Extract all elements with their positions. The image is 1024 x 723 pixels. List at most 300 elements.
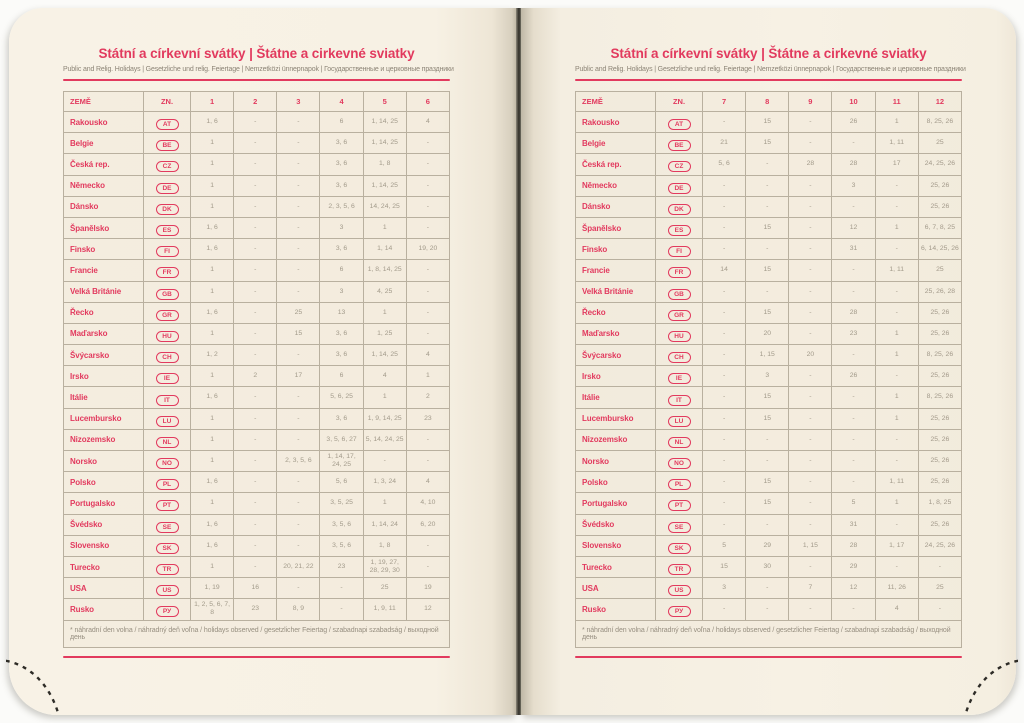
country-name: Itálie [576, 387, 656, 408]
holiday-days-cell: 5, 6, 25 [320, 387, 363, 408]
country-code-badge: GR [668, 310, 691, 321]
holiday-days-cell: - [234, 239, 277, 260]
holiday-days-cell: - [234, 217, 277, 238]
country-name: Dánsko [576, 196, 656, 217]
holiday-days-cell: 2 [234, 366, 277, 387]
country-name: Španělsko [576, 217, 656, 238]
holiday-days-cell: - [277, 472, 320, 493]
country-name: Belgie [64, 133, 144, 154]
country-row [576, 281, 962, 302]
holiday-days-cell: - [363, 451, 406, 472]
country-code-cell [144, 175, 191, 196]
country-code-badge: SE [156, 522, 179, 533]
country-code-badge: CH [668, 352, 691, 363]
country-code-badge: IT [668, 395, 691, 406]
holiday-days-cell: 25, 26 [918, 472, 961, 493]
holiday-days-cell: 6, 7, 8, 25 [918, 217, 961, 238]
holiday-days-cell: 25, 26 [918, 175, 961, 196]
holiday-days-cell: 12 [406, 599, 449, 620]
holiday-days-cell: 1 [191, 260, 234, 281]
country-row [576, 154, 962, 175]
holiday-days-cell: 1 [191, 493, 234, 514]
country-code-cell [656, 154, 703, 175]
holiday-days-cell: 1, 8, 25 [918, 493, 961, 514]
country-code-badge: LU [156, 416, 179, 427]
holiday-days-cell: 1, 8 [363, 154, 406, 175]
holiday-days-cell: 1, 11 [875, 133, 918, 154]
country-code-badge: GB [156, 289, 179, 300]
country-name: USA [576, 578, 656, 599]
holiday-days-cell: - [832, 387, 875, 408]
country-code-cell [144, 112, 191, 133]
country-code-badge: HU [668, 331, 691, 342]
holiday-days-cell: 8, 25, 26 [918, 112, 961, 133]
country-code-cell [144, 281, 191, 302]
country-code-cell [656, 472, 703, 493]
holiday-days-cell: 1, 11 [875, 472, 918, 493]
holiday-days-cell: - [746, 451, 789, 472]
holiday-days-cell: - [277, 260, 320, 281]
country-row [576, 493, 962, 514]
country-row [576, 217, 962, 238]
holiday-days-cell: 1 [191, 323, 234, 344]
country-row [64, 429, 450, 450]
country-row [576, 451, 962, 472]
column-header-month: 3 [277, 92, 320, 112]
country-code-cell [656, 556, 703, 577]
holiday-days-cell: 6, 14, 25, 26 [918, 239, 961, 260]
column-header-month: 6 [406, 92, 449, 112]
holiday-days-cell: 15 [746, 260, 789, 281]
country-row [64, 408, 450, 429]
country-code-cell [144, 154, 191, 175]
holiday-days-cell: 1, 9, 14, 25 [363, 408, 406, 429]
holiday-days-cell: - [703, 175, 746, 196]
column-header-month: 5 [363, 92, 406, 112]
country-code-badge: ES [668, 225, 691, 236]
holiday-days-cell: 28 [832, 302, 875, 323]
holiday-days-cell: - [406, 175, 449, 196]
country-name: Španělsko [64, 217, 144, 238]
holiday-days-cell: 15 [277, 323, 320, 344]
country-code-cell [656, 387, 703, 408]
country-code-badge: DK [156, 204, 179, 215]
holiday-days-cell: - [320, 599, 363, 620]
holiday-days-cell: 15 [703, 556, 746, 577]
holiday-days-cell: 8, 25, 26 [918, 387, 961, 408]
country-code-badge: ES [156, 225, 179, 236]
holiday-days-cell: 3, 5, 6, 27 [320, 429, 363, 450]
country-code-cell [656, 302, 703, 323]
holiday-days-cell: 1 [191, 429, 234, 450]
holiday-days-cell: 1 [191, 154, 234, 175]
holiday-days-cell: - [789, 196, 832, 217]
holiday-days-cell: 20 [746, 323, 789, 344]
left-page-content [63, 46, 454, 658]
country-code-badge: US [156, 585, 179, 596]
holiday-days-cell: 1, 19 [191, 578, 234, 599]
holiday-days-cell: 1 [191, 366, 234, 387]
page-subtitle: Public and Relig. Holidays | Gesetzliche und relig. Feiertage | Nemzetközi ünnepnapok | Государственные и церковные праздники [63, 66, 454, 73]
holiday-days-cell: 3 [746, 366, 789, 387]
country-code-cell [656, 281, 703, 302]
country-row [64, 366, 450, 387]
country-code-badge: US [668, 585, 691, 596]
holiday-days-cell: 20 [789, 345, 832, 366]
holiday-days-cell: 3, 6 [320, 133, 363, 154]
holiday-days-cell: - [703, 323, 746, 344]
holiday-days-cell: 6 [320, 260, 363, 281]
country-code-badge: CZ [156, 161, 179, 172]
country-row [64, 239, 450, 260]
holiday-days-cell: 1, 14 [363, 239, 406, 260]
column-header-country: ZEMĚ [64, 92, 144, 112]
holiday-days-cell: - [406, 323, 449, 344]
country-row [64, 556, 450, 577]
country-code-badge: FI [668, 246, 691, 257]
country-code-badge: PT [156, 500, 179, 511]
holiday-days-cell: 28 [832, 154, 875, 175]
country-name: Norsko [576, 451, 656, 472]
holiday-days-cell: 1 [191, 451, 234, 472]
column-header-month: 2 [234, 92, 277, 112]
holiday-days-cell: 4 [363, 366, 406, 387]
holiday-days-cell: 1, 15 [789, 535, 832, 556]
country-code-badge: PT [668, 500, 691, 511]
holiday-days-cell: 1, 6 [191, 535, 234, 556]
column-header-month: 1 [191, 92, 234, 112]
holiday-days-cell: - [875, 366, 918, 387]
country-row [576, 366, 962, 387]
holiday-days-cell: - [234, 260, 277, 281]
country-name: Norsko [64, 451, 144, 472]
holiday-days-cell: - [832, 281, 875, 302]
holiday-days-cell: 5 [703, 535, 746, 556]
holiday-days-cell: - [746, 196, 789, 217]
country-row [576, 133, 962, 154]
holiday-days-cell: 23 [234, 599, 277, 620]
holiday-days-cell: - [234, 175, 277, 196]
holiday-days-cell: - [875, 239, 918, 260]
holiday-days-cell: 3 [703, 578, 746, 599]
holiday-days-cell: - [789, 281, 832, 302]
diary-right-page [521, 8, 1016, 715]
country-code-badge: BE [156, 140, 179, 151]
country-code-cell [656, 217, 703, 238]
holiday-days-cell: 25, 26 [918, 196, 961, 217]
holiday-days-cell: - [406, 217, 449, 238]
column-header-code: ZN. [656, 92, 703, 112]
country-name: Irsko [64, 366, 144, 387]
holiday-days-cell: - [746, 281, 789, 302]
holiday-days-cell: - [875, 429, 918, 450]
country-row [576, 578, 962, 599]
holiday-days-cell: - [703, 239, 746, 260]
holiday-days-cell: 8, 9 [277, 599, 320, 620]
holiday-days-cell: 25 [918, 578, 961, 599]
holiday-days-cell: 5, 6 [320, 472, 363, 493]
holiday-days-cell: 3, 6 [320, 239, 363, 260]
holiday-days-cell: - [746, 599, 789, 620]
holiday-days-cell: 25, 26 [918, 451, 961, 472]
country-code-badge: РУ [668, 606, 691, 617]
holiday-days-cell: 31 [832, 514, 875, 535]
holiday-days-cell: - [789, 472, 832, 493]
holiday-days-cell: 1 [363, 493, 406, 514]
holiday-days-cell: - [703, 196, 746, 217]
country-code-badge: SE [668, 522, 691, 533]
holiday-days-cell: 1, 9, 11 [363, 599, 406, 620]
country-code-badge: PL [156, 479, 179, 490]
holiday-days-cell: 15 [746, 217, 789, 238]
holiday-days-cell: - [406, 535, 449, 556]
holiday-days-cell: 4 [875, 599, 918, 620]
country-code-cell [144, 260, 191, 281]
country-name: Rakousko [576, 112, 656, 133]
holiday-days-cell: 1, 25 [363, 323, 406, 344]
country-code-badge: CH [156, 352, 179, 363]
column-header-code: ZN. [144, 92, 191, 112]
country-code-cell [144, 133, 191, 154]
country-code-badge: TR [156, 564, 179, 575]
holiday-days-cell: 15 [746, 493, 789, 514]
holiday-days-cell: - [875, 451, 918, 472]
holiday-days-cell: 30 [746, 556, 789, 577]
column-header-month: 4 [320, 92, 363, 112]
country-name: Česká rep. [64, 154, 144, 175]
holiday-days-cell: 1, 8, 14, 25 [363, 260, 406, 281]
holiday-days-cell: - [875, 196, 918, 217]
country-code-badge: AT [668, 119, 691, 130]
country-code-cell [656, 175, 703, 196]
country-row [64, 578, 450, 599]
holiday-days-cell: 1, 14, 25 [363, 133, 406, 154]
holiday-days-cell: 23 [406, 408, 449, 429]
holiday-days-cell: 1 [191, 196, 234, 217]
holiday-days-cell: 2, 3, 5, 6 [277, 451, 320, 472]
country-row [576, 323, 962, 344]
holiday-days-cell: 25, 26, 28 [918, 281, 961, 302]
holiday-days-cell: - [746, 514, 789, 535]
holiday-days-cell: - [703, 112, 746, 133]
country-code-badge: DE [156, 183, 179, 194]
holiday-days-cell: - [789, 133, 832, 154]
country-row [64, 345, 450, 366]
country-row [64, 323, 450, 344]
holiday-days-cell: - [832, 133, 875, 154]
holiday-days-cell: - [789, 493, 832, 514]
holiday-days-cell: - [277, 239, 320, 260]
page-title: Státní a církevní svátky | Štátne a cirkevné sviatky [98, 46, 415, 61]
holiday-days-cell: - [234, 514, 277, 535]
country-code-cell [656, 345, 703, 366]
holiday-days-cell: - [875, 302, 918, 323]
holiday-days-cell: 25 [918, 133, 961, 154]
holiday-days-cell: 15 [746, 408, 789, 429]
country-row [64, 260, 450, 281]
holiday-days-cell: 1, 14, 25 [363, 175, 406, 196]
subtitle-underline [63, 79, 450, 81]
holiday-days-cell: - [789, 239, 832, 260]
country-code-badge: FR [668, 267, 691, 278]
country-code-cell [144, 196, 191, 217]
country-name: Dánsko [64, 196, 144, 217]
country-name: Finsko [64, 239, 144, 260]
country-code-cell [144, 239, 191, 260]
holiday-days-cell: - [703, 281, 746, 302]
holiday-days-cell: - [789, 217, 832, 238]
country-code-cell [144, 217, 191, 238]
holiday-days-cell: 12 [832, 578, 875, 599]
country-row [64, 175, 450, 196]
holiday-days-cell: - [234, 112, 277, 133]
country-code-cell [144, 408, 191, 429]
country-code-badge: DK [668, 204, 691, 215]
holiday-days-cell: - [703, 599, 746, 620]
holiday-days-cell: 1, 19, 27, 28, 29, 30 [363, 556, 406, 577]
column-header-month: 9 [789, 92, 832, 112]
holiday-days-cell: 1 [191, 175, 234, 196]
holiday-days-cell: - [832, 599, 875, 620]
country-code-badge: SK [668, 543, 691, 554]
country-code-cell [144, 429, 191, 450]
holiday-days-cell: 23 [320, 556, 363, 577]
holiday-days-cell: - [277, 217, 320, 238]
holiday-days-cell: - [277, 345, 320, 366]
holiday-days-cell: - [234, 429, 277, 450]
holiday-days-cell: 14 [703, 260, 746, 281]
country-code-cell [144, 599, 191, 620]
country-code-badge: IE [668, 373, 691, 384]
country-row [64, 112, 450, 133]
holiday-days-cell: 6 [320, 112, 363, 133]
holiday-days-cell: - [406, 196, 449, 217]
country-code-cell [144, 366, 191, 387]
country-code-cell [144, 514, 191, 535]
country-row [576, 556, 962, 577]
holiday-days-cell: 28 [789, 154, 832, 175]
subtitle-underline [575, 79, 962, 81]
holiday-days-cell: - [234, 196, 277, 217]
holiday-days-cell: 17 [875, 154, 918, 175]
country-code-cell [144, 302, 191, 323]
country-row [64, 281, 450, 302]
country-code-cell [656, 323, 703, 344]
holiday-days-cell: - [703, 302, 746, 323]
country-row [64, 493, 450, 514]
country-name: Velká Británie [576, 281, 656, 302]
country-code-badge: FR [156, 267, 179, 278]
holiday-days-cell: 4, 25 [363, 281, 406, 302]
country-code-badge: NL [156, 437, 179, 448]
country-row [64, 387, 450, 408]
holiday-days-cell: - [746, 429, 789, 450]
holiday-days-cell: 1, 6 [191, 217, 234, 238]
country-row [576, 196, 962, 217]
table-header [64, 92, 450, 112]
holiday-days-cell: - [234, 408, 277, 429]
holiday-days-cell: - [703, 514, 746, 535]
holiday-days-cell: - [789, 514, 832, 535]
country-code-cell [144, 535, 191, 556]
country-name: Finsko [576, 239, 656, 260]
holiday-days-cell: 6, 20 [406, 514, 449, 535]
holiday-days-cell: 1, 2, 5, 6, 7, 8 [191, 599, 234, 620]
holiday-days-cell: - [277, 112, 320, 133]
holiday-days-cell: 1 [875, 345, 918, 366]
holiday-days-cell: 15 [746, 302, 789, 323]
holiday-days-cell: 4 [406, 472, 449, 493]
holidays-table-jan-jun [63, 91, 450, 648]
holiday-days-cell: 1, 6 [191, 239, 234, 260]
country-name: Slovensko [576, 535, 656, 556]
country-code-cell [144, 472, 191, 493]
country-code-badge: IE [156, 373, 179, 384]
holiday-days-cell: - [234, 281, 277, 302]
country-code-cell [656, 408, 703, 429]
country-name: Polsko [576, 472, 656, 493]
holiday-days-cell: - [277, 535, 320, 556]
holiday-days-cell: 19, 20 [406, 239, 449, 260]
country-row [576, 408, 962, 429]
country-row [576, 302, 962, 323]
holiday-days-cell: - [746, 239, 789, 260]
country-code-cell [144, 323, 191, 344]
country-name: Turecko [64, 556, 144, 577]
country-code-badge: AT [156, 119, 179, 130]
holiday-days-cell: 2 [406, 387, 449, 408]
holiday-days-cell: - [832, 408, 875, 429]
holiday-days-cell: - [875, 281, 918, 302]
country-code-cell [144, 556, 191, 577]
holiday-days-cell: - [746, 578, 789, 599]
column-header-month: 11 [875, 92, 918, 112]
holiday-days-cell: - [406, 429, 449, 450]
country-code-cell [144, 451, 191, 472]
holiday-days-cell: - [789, 323, 832, 344]
holiday-days-cell: - [832, 196, 875, 217]
holiday-days-cell: - [918, 556, 961, 577]
country-code-cell [656, 578, 703, 599]
holiday-days-cell: 25, 26 [918, 366, 961, 387]
country-code-cell [656, 239, 703, 260]
country-name: Maďarsko [576, 323, 656, 344]
holiday-days-cell: 23 [832, 323, 875, 344]
holiday-days-cell: 25 [277, 302, 320, 323]
country-code-cell [144, 387, 191, 408]
holiday-days-cell: 4 [406, 345, 449, 366]
holiday-days-cell: 1, 8 [363, 535, 406, 556]
holiday-days-cell: 19 [406, 578, 449, 599]
holiday-days-cell: 15 [746, 112, 789, 133]
country-row [576, 535, 962, 556]
holiday-days-cell: 1, 14, 25 [363, 112, 406, 133]
holiday-days-cell: 24, 25, 26 [918, 535, 961, 556]
holiday-days-cell: - [789, 451, 832, 472]
country-name: Belgie [576, 133, 656, 154]
footnote: * náhradní den volna / náhradný deň voľna / holidays observed / gesetzlicher Feiertag / szabadnapi szabadság / выходной день [64, 620, 450, 647]
country-code-cell [656, 429, 703, 450]
holiday-days-cell: 11, 26 [875, 578, 918, 599]
holiday-days-cell: 1, 6 [191, 112, 234, 133]
country-row [576, 387, 962, 408]
country-name: Francie [576, 260, 656, 281]
holiday-days-cell: 25 [363, 578, 406, 599]
holiday-days-cell: - [320, 578, 363, 599]
country-code-cell [656, 493, 703, 514]
holiday-days-cell: 1 [191, 281, 234, 302]
country-row [64, 599, 450, 620]
